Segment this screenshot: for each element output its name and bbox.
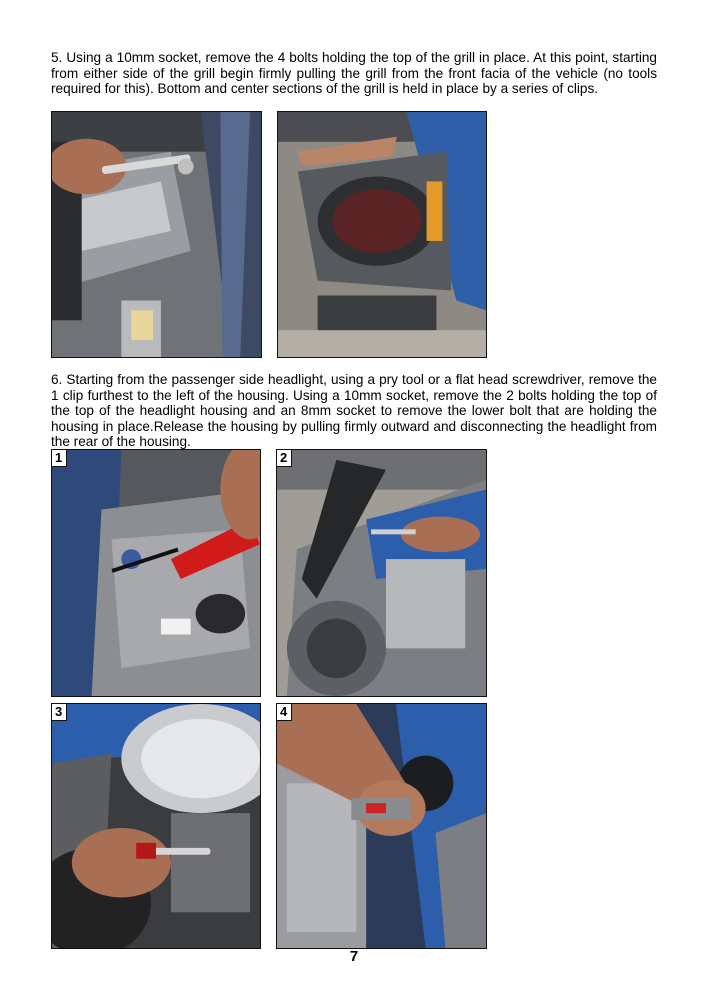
page-number: 7: [349, 948, 359, 965]
photo-grill-pull: [277, 111, 487, 358]
photo-step-2-bolt-removal: [276, 449, 487, 697]
step-6-instructions: 6. Starting from the passenger side headlight, using a pry tool or a flat head screwdriver, remove the 1 clip furthest to the left of the housing. Using a 10mm socket, remove the 2 bolts holding the top of the top of the headlight housing and an 8mm socket to remove the lower bolt that are holding the housing in place.Release the housing by pulling firmly outward and disconnecting the headlight from the rear of the housing.: [51, 372, 657, 449]
photo-label-4: 4: [277, 704, 292, 721]
photo-label-3: 3: [52, 704, 67, 721]
photo-label-2: 2: [277, 450, 292, 467]
photo-label-1: 1: [52, 450, 67, 467]
photo-step-1-clip-removal: [51, 449, 261, 697]
photo-step-3-lower-bolt: [51, 703, 261, 949]
photo-step-4-disconnect: [276, 703, 487, 949]
photo-grill-bolt-removal: [51, 111, 262, 358]
step-5-instructions: 5. Using a 10mm socket, remove the 4 bolts holding the top of the grill in place. At this point, starting from either side of the grill begin firmly pulling the grill from the front facia of the vehicle (no tools required for this). Bottom and center sections of the grill is held in place by a series of clips.: [51, 50, 657, 96]
